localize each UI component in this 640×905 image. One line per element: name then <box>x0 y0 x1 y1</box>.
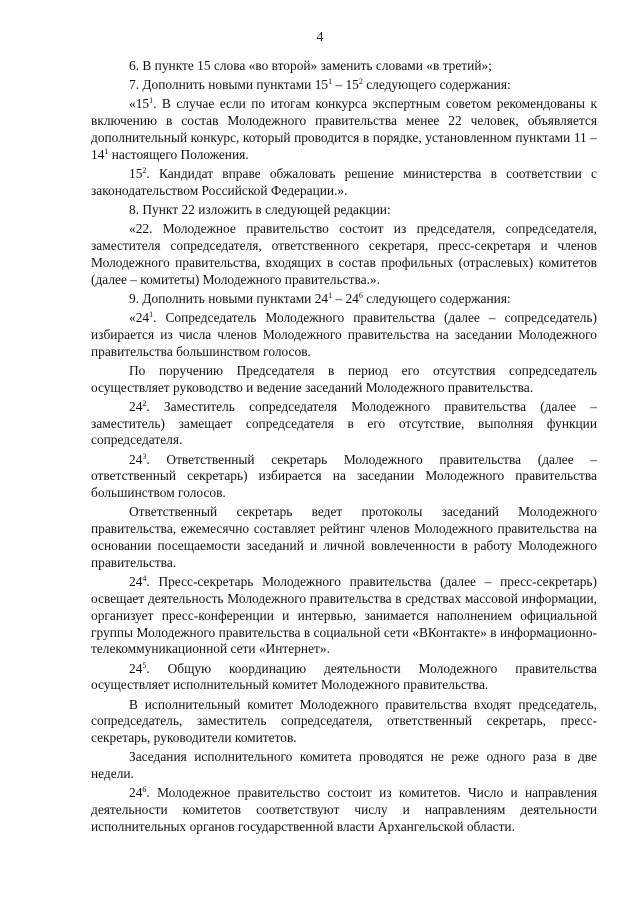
paragraph-14 <box>91 661 597 695</box>
paragraph-16 <box>91 749 597 783</box>
superscript: 1 <box>149 96 154 106</box>
paragraph-12 <box>91 504 597 571</box>
paragraph-8 <box>91 310 597 361</box>
superscript: 1 <box>328 290 333 300</box>
paragraph-text: Ответственный секретарь ведет протоколы заседаний Молодежного правительства, ежемесячно составляет рейтинг членов Молодежного правительства на основании посещаемости заседаний и личной вовлеченности в работу Молодежного правительства. <box>91 504 597 570</box>
paragraph-9 <box>91 363 597 397</box>
paragraph-text: . Заместитель сопредседателя Молодежного правительства (далее – заместитель) замещает сопредседателя в его отсутствие, выполняя функции сопредседателя. <box>91 398 597 448</box>
paragraph-3 <box>91 96 597 163</box>
paragraph-text: 15 <box>129 165 143 181</box>
paragraph-text: 24 <box>129 574 143 590</box>
paragraph-text: . Молодежное правительство состоит из комитетов. Число и направления деятельности комитетов соответствуют числу и направлениям деятельности исполнительных органов государственной власти Архангельской области. <box>91 785 597 835</box>
paragraph-text: 6. В пункте 15 слова «во второй» заменить словами «в третий»; <box>129 58 492 73</box>
paragraph-11 <box>91 452 597 503</box>
superscript: 1 <box>104 146 109 156</box>
paragraph-15 <box>91 697 597 748</box>
paragraph-text: – 24 <box>332 290 359 306</box>
page-number: 4 <box>316 30 324 45</box>
paragraph-text: «22. Молодежное правительство состоит из председателя, сопредседателя, заместителя сопредседателя, ответственного секретаря, пресс-секретаря и членов Молодежного правительства, входящих в состав профильных (отраслевых) комитетов (далее – комитеты) Молодежного правительства.». <box>91 221 597 287</box>
paragraph-text: 24 <box>129 785 143 801</box>
paragraph-text: . Кандидат вправе обжаловать решение министерства в соответствии с законодательством Российской Федерации.». <box>91 165 597 198</box>
paragraph-text: . Пресс-секретарь Молодежного правительства (далее – пресс-секретарь) освещает деятельность Молодежного правительства в средствах массовой информации, организует пресс-конференции и интервью, занимается наполнением официальной группы Молодежного правительства в социальной сети «ВКонтакте» в информационно-телекоммуникационной сети «Интернет». <box>91 574 597 657</box>
superscript: 2 <box>142 165 147 175</box>
paragraph-text: следующего содержания: <box>362 77 511 93</box>
document-body <box>91 58 597 838</box>
superscript: 4 <box>142 574 147 584</box>
paragraph-text: . Ответственный секретарь Молодежного правительства (далее – ответственный секретарь) избирается на заседании Молодежного правительства большинством голосов. <box>91 451 597 501</box>
superscript: 6 <box>142 785 147 795</box>
paragraph-text: . Общую координацию деятельности Молодежного правительства осуществляет исполнительный комитет Молодежного правительства. <box>91 660 597 693</box>
paragraph-text: В исполнительный комитет Молодежного правительства входят председатель, сопредседатель, заместитель сопредседателя, ответственный секретарь, пресс-секретарь, руководители комитетов. <box>91 696 597 746</box>
paragraph-text: настоящего Положения. <box>108 146 249 162</box>
paragraph-text: По поручению Председателя в период его отсутствия сопредседатель осуществляет руководство и ведение заседаний Молодежного правительства. <box>91 362 597 395</box>
paragraph-text: 9. Дополнить новыми пунктами 24 <box>129 290 329 306</box>
paragraph-13 <box>91 574 597 658</box>
superscript: 1 <box>149 309 154 319</box>
superscript: 5 <box>142 660 147 670</box>
paragraph-text: . В случае если по итогам конкурса экспертным советом рекомендованы к включению в состав Молодежного правительства менее 22 человек, объявляется дополнительный конкурс, который проводится в порядке, установленном пунктами 11 – 14 <box>91 96 597 162</box>
paragraph-text: – 15 <box>332 77 359 93</box>
paragraph-text: Заседания исполнительного комитета проводятся не реже одного раза в две недели. <box>91 749 597 782</box>
superscript: 6 <box>358 290 363 300</box>
paragraph-text: 7. Дополнить новыми пунктами 15 <box>129 77 329 93</box>
superscript: 2 <box>142 398 147 408</box>
paragraph-1 <box>91 58 597 75</box>
paragraph-2 <box>91 77 597 94</box>
superscript: 1 <box>328 77 333 87</box>
paragraph-6 <box>91 221 597 288</box>
paragraph-text: 24 <box>129 660 143 676</box>
paragraph-text: «24 <box>129 309 150 325</box>
paragraph-text: 24 <box>129 398 143 414</box>
paragraph-17 <box>91 785 597 836</box>
paragraph-5 <box>91 202 597 219</box>
paragraph-4 <box>91 166 597 200</box>
paragraph-7 <box>91 291 597 308</box>
paragraph-text: 8. Пункт 22 изложить в следующей редакции: <box>129 201 391 217</box>
superscript: 2 <box>358 77 363 87</box>
superscript: 3 <box>142 451 147 461</box>
paragraph-text: следующего содержания: <box>362 290 511 306</box>
paragraph-text: 24 <box>129 451 143 467</box>
paragraph-text: . Сопредседатель Молодежного правительства (далее – сопредседатель) избирается из числа членов Молодежного правительства на заседании Молодежного правительства большинством голосов. <box>91 309 597 359</box>
paragraph-10 <box>91 399 597 450</box>
paragraph-text: «15 <box>129 96 150 112</box>
